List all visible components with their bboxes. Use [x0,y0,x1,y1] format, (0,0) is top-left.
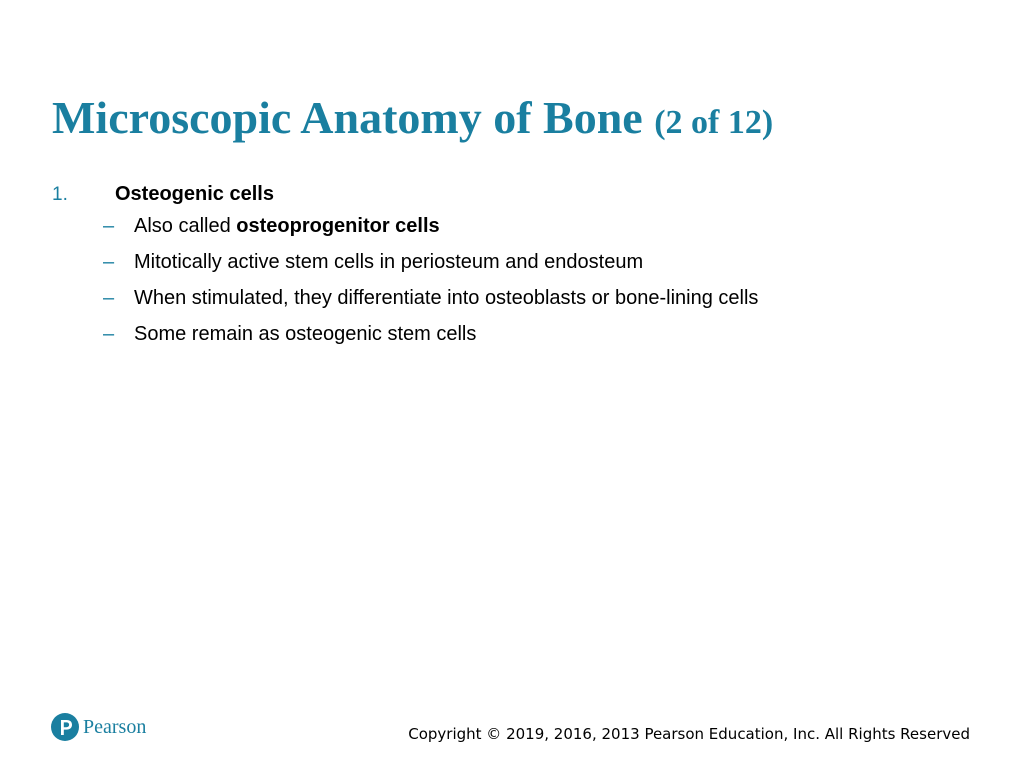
copyright-notice: Copyright © 2019, 2016, 2013 Pearson Education, Inc. All Rights Reserved [408,725,970,743]
dash-bullet-icon: – [103,215,115,237]
sub-bullet [52,215,982,251]
dash-bullet-icon: – [103,287,115,309]
sub-bullet-text-plain: Also called [134,215,237,237]
numbered-item [52,183,982,215]
pearson-logo [51,713,146,741]
pearson-p-icon [51,713,79,741]
sub-bullet-text: Some remain as osteogenic stem cells [134,323,477,345]
sub-bullet-text: Mitotically active stem cells in periosteum and endosteum [134,251,644,273]
slide-content [52,183,982,359]
dash-bullet-icon: – [103,251,115,273]
sub-bullet [52,287,982,323]
sub-bullet-text-bold: osteoprogenitor cells [236,215,440,237]
item-number: 1. [52,184,68,205]
item-heading: Osteogenic cells [115,183,274,205]
sub-bullet [52,251,982,287]
slide-title [52,90,773,151]
dash-bullet-icon: – [103,323,115,345]
pearson-logo-text: Pearson [83,715,147,738]
sub-bullet-text: When stimulated, they differentiate into osteoblasts or bone-lining cells [134,287,759,309]
slide-title-counter: (2 of 12) [654,104,774,141]
slide-title-main: Microscopic Anatomy of Bone [52,92,643,143]
sub-bullet [52,323,982,359]
sub-bullet-text [134,215,440,238]
